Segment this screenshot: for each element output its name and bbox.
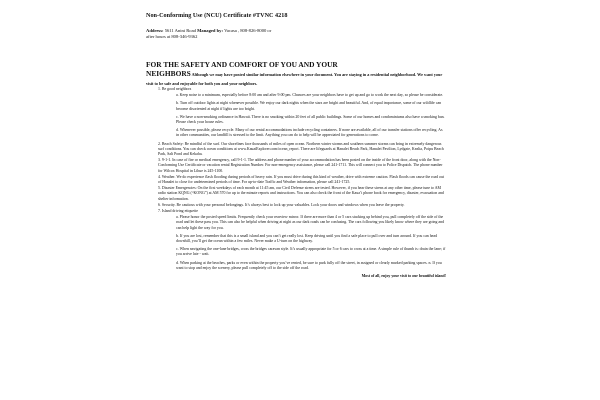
notice-intro: Although we may have posted similar information elsewhere in your document. You are staying in a residential neighborhood. We want your visit to be safe and enjoyable for both you and your neighbors.: [146, 72, 443, 86]
notice-heading: [146, 60, 446, 87]
notice-item: 1. Be good neighbors: [158, 87, 192, 91]
notice-item: 7. Island driving etiquette: [158, 209, 198, 214]
notice-subitem: d. When parking at the beaches, parks or even within the property you’ve rented, be sure to park fully off the street, in assigned or clearly marked parking spaces. n. If you want to stop and enjoy the scenery, please pull completely off to the side off the road.: [176, 260, 442, 270]
notice-item: 6. Security. Be cautious with your personal belongings. It’s always best to lock up your valuables. Lock your doors and windows when you leave the property.: [158, 202, 405, 207]
notice-item: 3. 9-1-1. In case of fire or medical emergency, call 9-1-1. The address and phone number of your accommodation has been posted on the inside of the front door, along with the Non-Conforming Use Certificate or vacation rental Registration Number. For non-emergency assistance, please call 241-1711. This will connect you to Police Dispatch. The phone number for Wilcox Hospital in Lihue is 245-1100.: [158, 158, 443, 173]
address-value: 5611 Anini Road: [164, 28, 196, 33]
notice-item: 2. Beach Safety: Be mindful of the surf. Our shorelines face thousands of miles of open ocean. Northern winter storms and southern summer storms can bring in extremely dangerous surf conditions. You can check ocean conditions at www.KauaiExplorer.com/ocean_report. There are lifeguards at Hanalei Beach Park, Hanalei Pavilion, Lydgate, Kealia, Poipu Beach Park, Salt Pond and Kekaha.: [158, 141, 444, 157]
managed-by-value: Vacasa , 808-826-8000 or: [224, 28, 272, 33]
notice-heading-line1: FOR THE SAFETY AND COMFORT OF YOU AND YOUR: [146, 60, 338, 69]
after-hours-line: after hours at 808-346-9362: [146, 34, 198, 39]
notice-subitem: c. When navigating the one-lane bridges, cross the bridges caravan style. It’s usually appropriate for 5 or 6 cars to cross at a time. A simple rule of thumb is: drain the lane; if you arrive late - wait.: [176, 247, 446, 257]
address-label: Address:: [146, 28, 164, 33]
notice-items: [146, 87, 446, 271]
closing-line: Most of all, enjoy your visit to our beautiful island!: [361, 274, 446, 279]
certificate-title: Non-Conforming Use (NCU) Certificate #TVNC 4218: [146, 12, 288, 19]
notice-subitem: a. Please honor the posted speed limits. Frequently check your rearview mirror. If there are more than 4 or 5 cars stacking up behind you, pull completely off the side of the road and let these pass you. This can also be helpful when driving at night as our dark roads can be confusing. The cars following you likely know where they are going and can help light the way for you.: [176, 215, 445, 230]
managed-by-label: Managed by:: [197, 28, 223, 33]
notice-subitem: b. If you are lost, remember that this is a small island and you can’t get really lost. Keep driving until you find a safe place to pull over and turn around. If you can head downhill, you’ll get the ocean within a few miles. Never make a U-turn on the highway.: [176, 233, 438, 244]
notice-subitem: a. Keep noise to a minimum, especially before 8:00 am and after 9:00 pm. Chances are your neighbors have to get up and go to work the next day, so please be considerate.: [176, 93, 444, 98]
notice-subitem: c. We have a non-smoking ordinance in Hawaii. There is no smoking within 20 feet of all public buildings. Some of our homes and condominiums also have a smoking ban. Please check your house rules.: [176, 114, 445, 125]
notice-item: 5. Disaster Emergencies: On the first weekdays of each month at 11:45 am, our Civil Defense sirens are tested. However, if you hear these sirens at any other time, please tune to AM radio station KQNG (“KONG”) at AM 570 for up to the minute reports and instructions. You can also check the front of the Kaua’i phone book for emergency, disaster, evacuation and shelter information.: [158, 186, 444, 201]
notice-item: 4. Weather. We do experience flash flooding during periods of heavy rain. If you must drive during this kind of weather, drive with extreme caution. Flash floods can cause the road out of Hanalei to close for undetermined periods of time. For up-to-date Traffic and Weather information, please call 241-1725.: [158, 174, 445, 185]
safety-notice: [146, 60, 446, 279]
certificate-header: [146, 12, 446, 40]
notice-heading-line2: NEIGHBORS: [146, 69, 191, 78]
notice-subitem: d. Whenever possible, please recycle. Many of our rental accommodations include recycling containers. If none are available, all of our transfer stations offer recycling. As in other communities, our landfill is stressed to the limit. Anything you can do to help will be appreciated for generations to come.: [176, 128, 443, 138]
notice-subitem: b. Turn off outdoor lights at night whenever possible. We enjoy our dark nights when the stars are bright and beautiful. And, of equal importance, some of our wildlife can become disoriented at night if lights are too bright.: [176, 101, 442, 111]
